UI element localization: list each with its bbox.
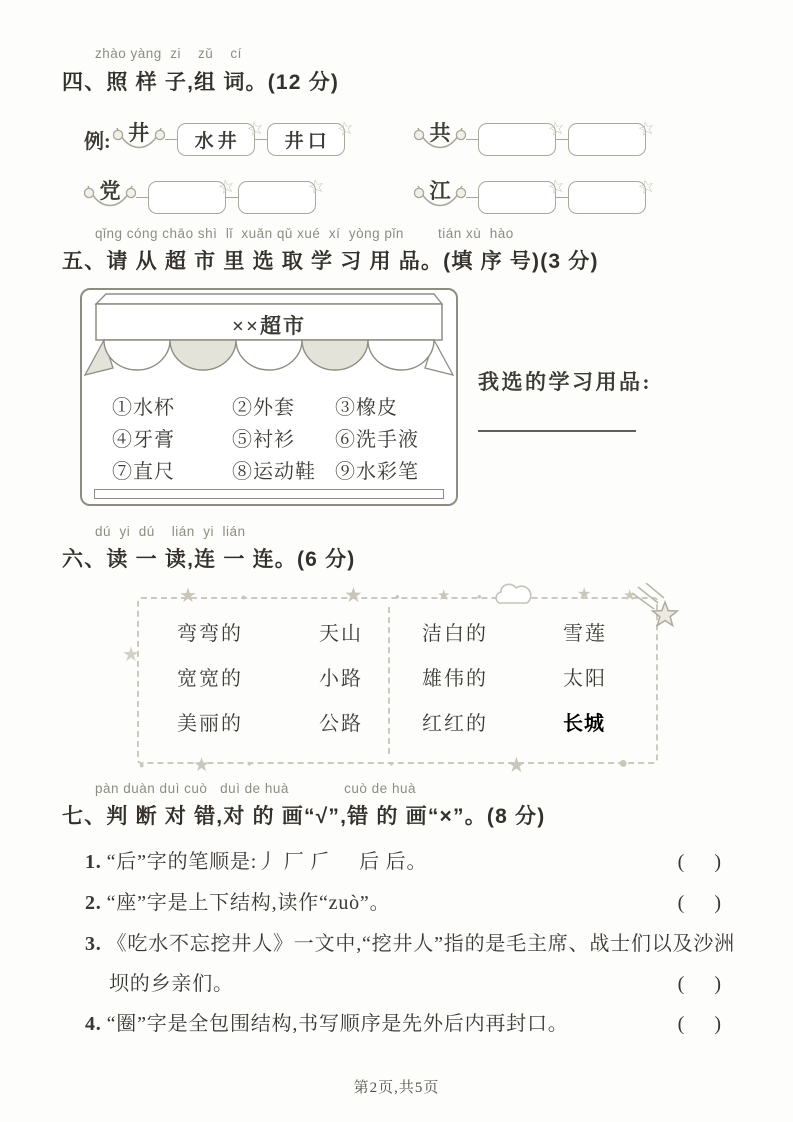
answer-parentheses[interactable]: ( ): [677, 973, 721, 995]
match-column-nouns-left: [319, 612, 363, 747]
store-item-row: [112, 456, 419, 488]
statement-1: [85, 842, 735, 882]
match-word[interactable]: 天山: [319, 623, 363, 645]
match-word[interactable]: 小路: [319, 668, 363, 690]
section6-title: 六、读 一 读,连 一 连。(6 分): [62, 548, 356, 571]
match-word[interactable]: 雪莲: [563, 623, 607, 645]
statement-number: 1.: [85, 851, 102, 873]
base-char: 井: [128, 121, 150, 145]
statement-2: [85, 883, 735, 923]
store-item-row: [112, 424, 419, 456]
star-icon: ★: [507, 754, 526, 777]
statement-number: 3.: [85, 933, 102, 955]
star-icon: ★: [344, 584, 363, 607]
store-item: ①水杯: [112, 397, 175, 419]
store-item: ⑧运动鞋: [232, 461, 316, 483]
answer-parentheses[interactable]: ( ): [677, 892, 721, 914]
answer-box[interactable]: [568, 116, 657, 156]
dot-icon: ●: [389, 759, 394, 768]
section4-pinyin: zhào yàng zi zǔ cí: [95, 46, 242, 61]
match-word[interactable]: 宽宽的: [177, 668, 243, 690]
match-word[interactable]: 长城: [563, 713, 605, 735]
chosen-items-prompt: 我选的学习用品:: [478, 370, 652, 394]
match-word[interactable]: 弯弯的: [177, 623, 243, 645]
answer-parentheses[interactable]: ( ): [677, 1013, 721, 1035]
store-item-row: [112, 392, 419, 424]
section5-title: 五、请 从 超 市 里 选 取 学 习 用 品。(填 序 号)(3 分): [62, 250, 599, 273]
word-box-filled: [177, 116, 266, 156]
statement-line: 坝的乡亲们。: [109, 973, 234, 995]
store-item: ⑦直尺: [112, 461, 175, 483]
answer-box[interactable]: [478, 116, 567, 156]
section5-pinyin: qǐng cóng chāo shì lǐ xuǎn qǔ xué xí yòng pǐn tián xù hào: [95, 226, 514, 241]
section7-title: 七、判 断 对 错,对 的 画“√”,错 的 画“×”。(8 分): [62, 805, 546, 828]
dot-icon: ●: [247, 759, 252, 768]
store-item: ⑤衬衫: [232, 429, 295, 451]
store-item: ④牙膏: [112, 429, 175, 451]
match-word[interactable]: 雄伟的: [422, 668, 488, 690]
star-icon: ☆: [215, 174, 237, 200]
match-word[interactable]: 公路: [319, 713, 363, 735]
char-swing: [414, 116, 466, 162]
answer-box[interactable]: [238, 174, 327, 214]
store-item: ②外套: [232, 397, 295, 419]
match-column-nouns-right: [563, 612, 607, 747]
connector-line: [466, 197, 478, 198]
statement-line: [85, 924, 735, 964]
star-icon: ★: [437, 587, 451, 604]
base-char: 江: [429, 179, 451, 203]
store-item-list: [112, 392, 419, 488]
answer-blank-line[interactable]: [478, 430, 636, 432]
match-column-adjectives-right: [422, 612, 488, 747]
store-base: [94, 489, 444, 499]
char-swing: [113, 116, 165, 162]
word-box-filled: [267, 116, 356, 156]
connector-line: [165, 139, 177, 140]
statement-text: 《吃水不忘挖井人》一文中,“挖井人”指的是毛主席、战士们以及沙洲: [106, 933, 735, 955]
word-building-row-gong: [414, 116, 657, 162]
section7-pinyin: pàn duàn duì cuò duì de huà cuò de huà: [95, 781, 416, 796]
star-icon: ★: [623, 587, 637, 604]
char-swing: [414, 174, 466, 220]
star-icon: ★: [193, 755, 211, 776]
section4-title: 四、照 样 子,组 词。(12 分): [62, 71, 340, 94]
star-icon: ☆: [545, 116, 567, 142]
answer-parentheses[interactable]: ( ): [677, 851, 721, 873]
statement-text: “圈”字是全包围结构,书写顺序是先外后内再封口。: [106, 1013, 569, 1035]
word-building-row-example: [84, 116, 356, 162]
supermarket-illustration: [80, 288, 458, 506]
statement-number: 4.: [85, 1013, 102, 1035]
match-word[interactable]: 洁白的: [422, 623, 488, 645]
statement-text: “座”字是上下结构,读作“zuò”。: [106, 892, 391, 914]
store-item: ③橡皮: [335, 397, 398, 419]
store-item: ⑥洗手液: [335, 429, 419, 451]
answer-box[interactable]: [148, 174, 237, 214]
dot-icon: ●: [139, 760, 145, 770]
base-char: 党: [99, 179, 121, 203]
match-word[interactable]: 美丽的: [177, 713, 243, 735]
answer-box[interactable]: [568, 174, 657, 214]
match-box-divider: [388, 607, 390, 754]
statement-4: [85, 1004, 735, 1044]
word-building-row-jiang: [414, 174, 657, 220]
connector-line: [136, 197, 148, 198]
page-number-footer: 第2页,共5页: [353, 1080, 440, 1096]
char-swing: [84, 174, 136, 220]
dot-icon: ●: [618, 755, 628, 772]
word-text: 水井: [194, 130, 241, 152]
dot-icon: ●: [395, 592, 400, 601]
example-label: 例:: [84, 130, 111, 153]
answer-box[interactable]: [478, 174, 567, 214]
cloud-icon: [491, 583, 537, 609]
matching-exercise-box: [122, 584, 658, 777]
section6-pinyin: dú yi dú lián yi lián: [95, 524, 246, 539]
statement-number: 2.: [85, 892, 102, 914]
star-icon: ★: [122, 644, 140, 666]
statement-text: “后”字的笔顺是:丿 厂 𠂆 𠂋 后 后。: [106, 851, 428, 873]
match-word[interactable]: 红红的: [422, 713, 488, 735]
star-icon: ☆: [635, 116, 657, 142]
statement-3: [85, 924, 735, 1004]
store-sign: ××超市: [232, 314, 306, 338]
star-icon: ☆: [244, 116, 266, 142]
store-item: ⑨水彩笔: [335, 461, 419, 483]
word-building-row-dang: [84, 174, 327, 220]
word-text: 井口: [284, 130, 331, 152]
star-icon: ☆: [305, 174, 327, 200]
connector-line: [466, 139, 478, 140]
match-column-adjectives-left: [177, 612, 243, 747]
star-icon: ☆: [334, 116, 356, 142]
star-icon: ☆: [545, 174, 567, 200]
star-icon: ★: [179, 585, 197, 607]
dot-icon: ●: [477, 592, 482, 601]
star-icon: ★: [577, 586, 592, 603]
star-icon: ☆: [635, 174, 657, 200]
dot-icon: ●: [241, 592, 247, 602]
match-word[interactable]: 太阳: [563, 668, 607, 690]
base-char: 共: [429, 121, 451, 145]
